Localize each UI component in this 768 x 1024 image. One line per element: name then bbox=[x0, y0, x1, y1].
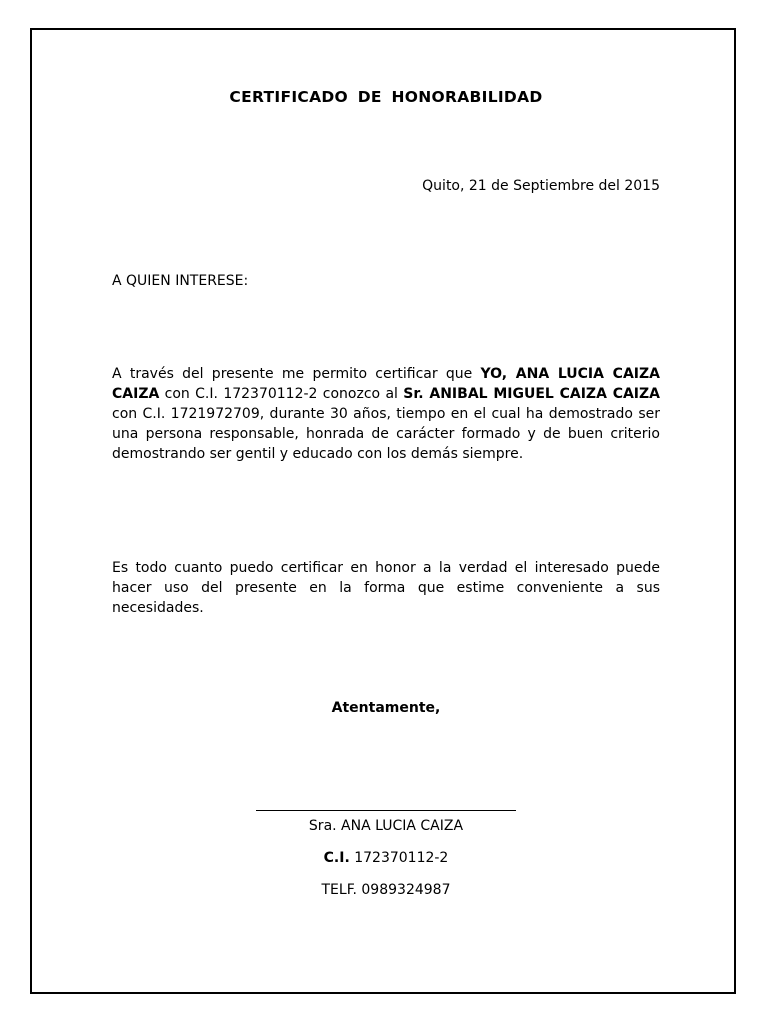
certification-paragraph bbox=[112, 364, 660, 464]
signer-id-label: C.I. bbox=[323, 850, 350, 866]
closing-paragraph: Es todo cuanto puedo certificar en honor a la verdad el interesado puede hacer uso del presente en la forma que estime conveniente a sus necesidades. bbox=[112, 560, 660, 616]
signature-block bbox=[112, 816, 660, 912]
signer-id bbox=[112, 848, 660, 880]
signer-id-value: 172370112-2 bbox=[349, 850, 449, 866]
document-body bbox=[112, 30, 660, 992]
paragraph-text-3: con C.I. 1721972709, durante 30 años, tiempo en el cual ha demostrado ser una persona responsable, honrada de carácter formado y de buen criterio demostrando ser gentil y educado con los demás siempre. bbox=[112, 406, 660, 462]
page-border bbox=[30, 28, 736, 994]
closing-salutation: Atentamente, bbox=[331, 700, 441, 716]
signer-phone: TELF. 0989324987 bbox=[321, 882, 451, 898]
addressee: A QUIEN INTERESE: bbox=[112, 273, 249, 289]
paragraph-text-2: con C.I. 172370112-2 conozco al bbox=[159, 386, 404, 402]
signature-line bbox=[256, 810, 516, 811]
document-date: Quito, 21 de Septiembre del 2015 bbox=[422, 178, 660, 194]
certified-person-name: Sr. ANIBAL MIGUEL CAIZA CAIZA bbox=[403, 386, 661, 402]
document-title: CERTIFICADO DE HONORABILIDAD bbox=[229, 88, 543, 106]
signer-name: Sra. ANA LUCIA CAIZA bbox=[308, 818, 464, 834]
paragraph-text-1: A través del presente me permito certificar que bbox=[112, 366, 481, 382]
certifier-name: YO, ANA LUCIA CAIZA CAIZA bbox=[112, 366, 660, 402]
